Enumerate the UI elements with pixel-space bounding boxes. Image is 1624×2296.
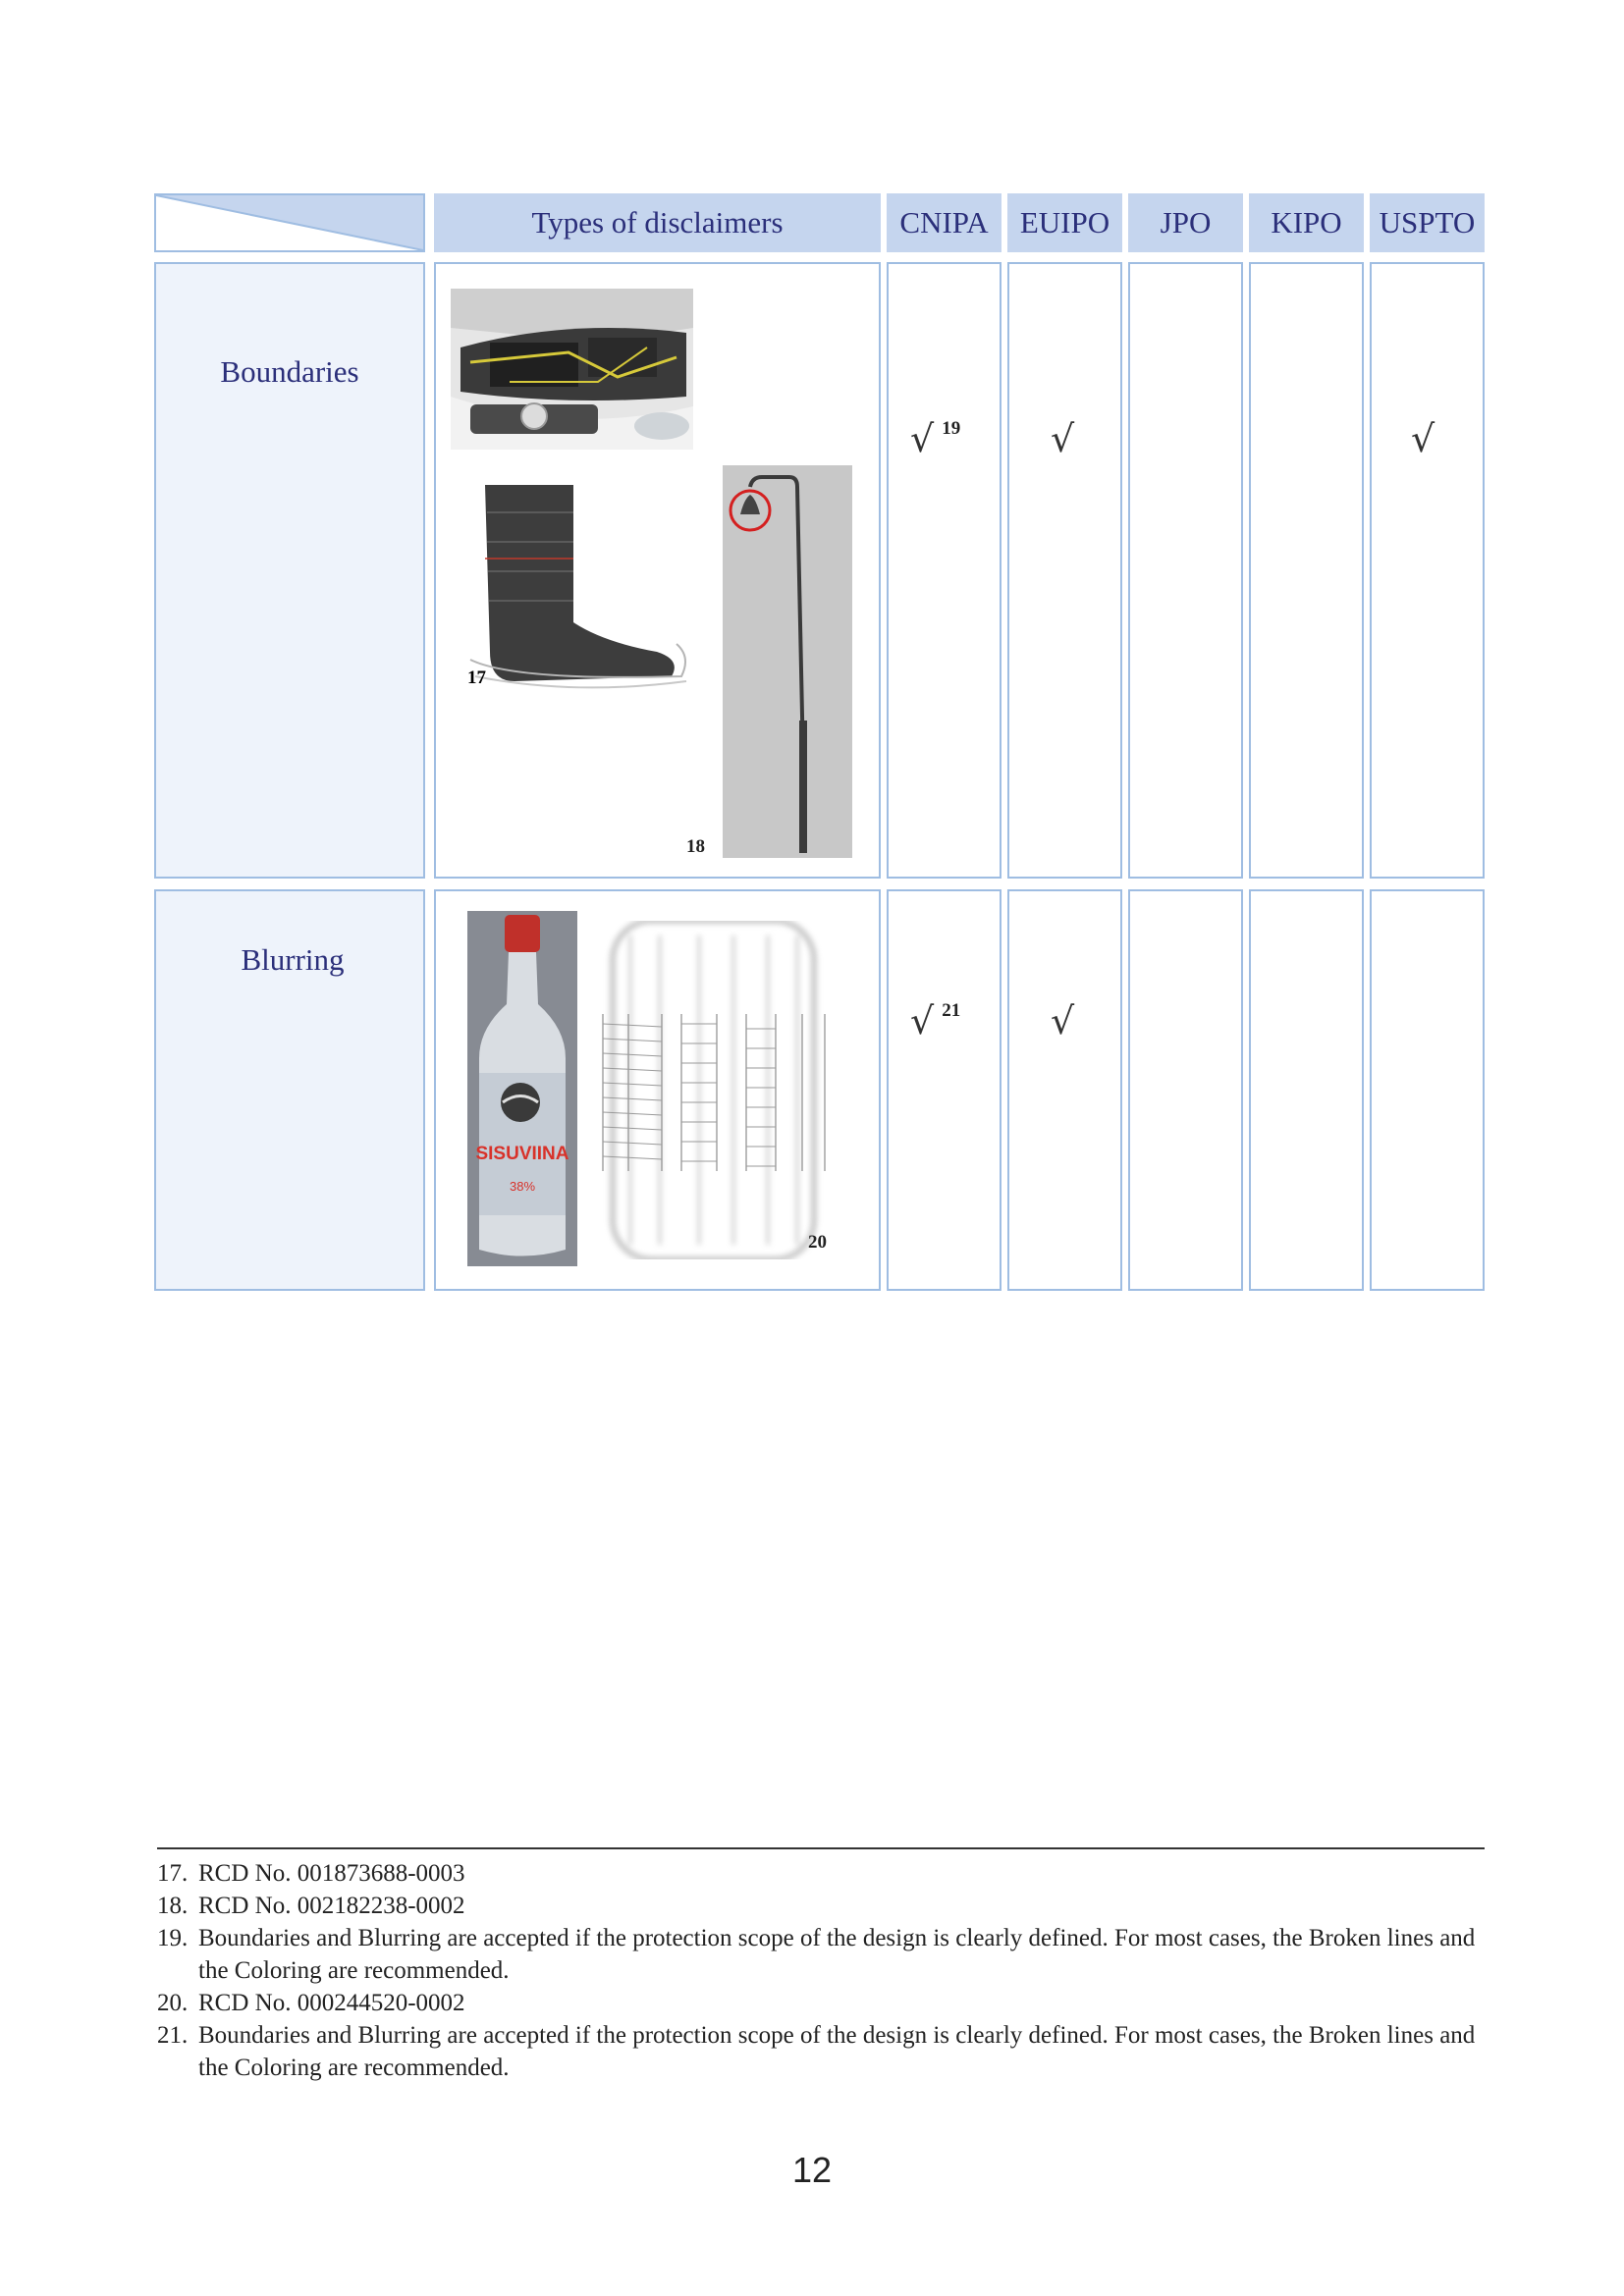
check-mark-icon: √ bbox=[910, 417, 935, 460]
row-label-text: Blurring bbox=[241, 942, 345, 977]
figure-label-20: 20 bbox=[808, 1232, 827, 1253]
street-lamp-image bbox=[723, 465, 852, 858]
mark-cell-blurring-kipo bbox=[1249, 889, 1364, 1291]
row-label-blurring bbox=[154, 889, 425, 1291]
footnote-text: RCD No. 000244520-0002 bbox=[198, 1990, 465, 2016]
mark-cell-blurring-uspto bbox=[1370, 889, 1485, 1291]
mark-cell-blurring-jpo bbox=[1128, 889, 1243, 1291]
mark-cell-blurring-cnipa bbox=[887, 889, 1001, 1291]
footnote-text: RCD No. 001873688-0003 bbox=[198, 1860, 465, 1887]
footnote-text: Boundaries and Blurring are accepted if the protection scope of the design is clearly defined. For most cases, the Broken lines and the Coloring are recommended. bbox=[198, 2022, 1476, 2081]
header-office-jpo: JPO bbox=[1128, 193, 1243, 252]
footnotes bbox=[157, 1857, 1485, 2084]
mark-cell-boundaries-jpo bbox=[1128, 262, 1243, 879]
footnote-21 bbox=[157, 2019, 1485, 2084]
footnote-divider bbox=[157, 1847, 1485, 1849]
boot-image bbox=[456, 485, 701, 696]
figure-label-17: 17 bbox=[467, 667, 486, 688]
mark-cell-blurring-euipo bbox=[1007, 889, 1122, 1291]
figures-cell-blurring bbox=[434, 889, 881, 1291]
footnote-text: RCD No. 002182238-0002 bbox=[198, 1893, 465, 1919]
footnote-17 bbox=[157, 1857, 1485, 1890]
header-office-kipo: KIPO bbox=[1249, 193, 1364, 252]
car-engine-image bbox=[451, 289, 693, 450]
check-mark-icon: √ bbox=[1051, 417, 1075, 460]
footnote-number: 18. bbox=[157, 1893, 189, 1919]
mark-cell-boundaries-euipo bbox=[1007, 262, 1122, 879]
footnote-number: 21. bbox=[157, 2022, 189, 2049]
header-office-cnipa: CNIPA bbox=[887, 193, 1001, 252]
figure-label-18: 18 bbox=[686, 836, 705, 857]
row-label-boundaries bbox=[154, 262, 425, 879]
header-types-of-disclaimers: Types of disclaimers bbox=[434, 193, 881, 252]
diagonal-corner-graphic bbox=[156, 195, 423, 250]
tire-image bbox=[601, 921, 827, 1259]
bottle-strength-text: 38% bbox=[509, 1179, 536, 1194]
mark-cell-boundaries-uspto bbox=[1370, 262, 1485, 879]
footnote-20 bbox=[157, 1987, 1485, 2019]
mark-cell-boundaries-cnipa bbox=[887, 262, 1001, 879]
corner-header-cell bbox=[154, 193, 425, 252]
bottle-image bbox=[467, 911, 577, 1266]
footnote-number: 19. bbox=[157, 1925, 189, 1951]
check-mark-icon: √ bbox=[910, 999, 935, 1042]
footnote-text: Boundaries and Blurring are accepted if the protection scope of the design is clearly defined. For most cases, the Broken lines and the Coloring are recommended. bbox=[198, 1925, 1476, 1984]
footnote-19 bbox=[157, 1922, 1485, 1987]
footnote-ref-19: 19 bbox=[942, 418, 961, 439]
header-office-euipo: EUIPO bbox=[1007, 193, 1122, 252]
row-label-text: Boundaries bbox=[220, 354, 359, 389]
header-office-uspto: USPTO bbox=[1370, 193, 1485, 252]
footnote-ref-21: 21 bbox=[942, 1000, 961, 1021]
footnote-number: 20. bbox=[157, 1990, 189, 2016]
check-mark-icon: √ bbox=[1411, 417, 1435, 460]
footnote-18 bbox=[157, 1890, 1485, 1922]
page-number: 12 bbox=[791, 2150, 833, 2190]
check-mark-icon: √ bbox=[1051, 999, 1075, 1042]
footnote-number: 17. bbox=[157, 1860, 189, 1887]
bottle-brand-text: SISUVIINA bbox=[475, 1144, 569, 1164]
figures-cell-boundaries bbox=[434, 262, 881, 879]
mark-cell-boundaries-kipo bbox=[1249, 262, 1364, 879]
